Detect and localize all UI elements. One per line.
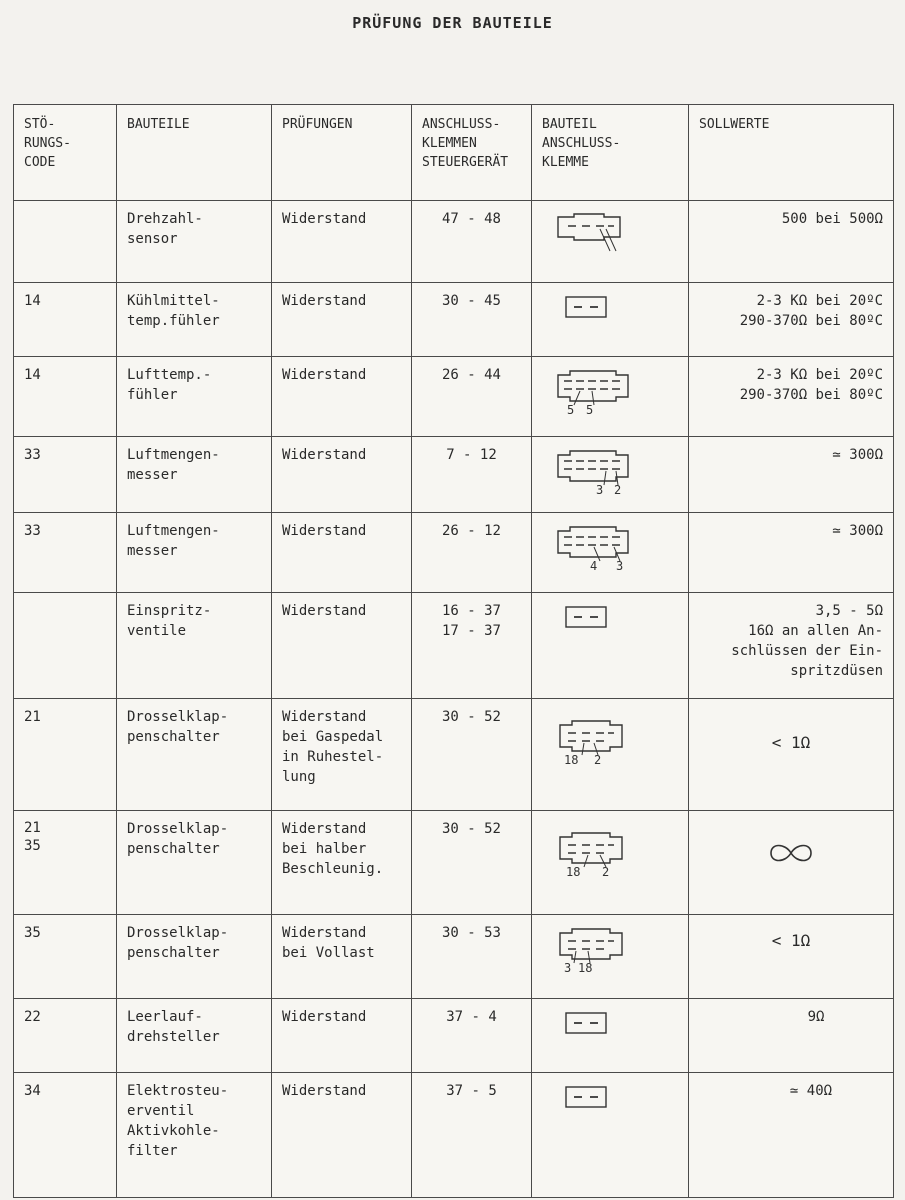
row-terminals: 37 - 5: [412, 1073, 532, 1198]
header-connector: BAUTEIL ANSCHLUSS- KLEMME: [532, 105, 689, 201]
connector-pin-label: 3: [596, 483, 604, 497]
row-test: Widerstand: [272, 201, 412, 283]
row-setpoint: 2-3 KΩ bei 20ºC 290-370Ω bei 80ºC: [689, 283, 894, 357]
row-connector: [532, 513, 689, 593]
table-row: [14, 437, 894, 513]
row-test: Widerstand bei Vollast: [272, 915, 412, 999]
row-code: 21: [14, 699, 117, 811]
row-test: Widerstand: [272, 1073, 412, 1198]
row-terminals: 26 - 44: [412, 357, 532, 437]
row-connector: [532, 283, 689, 357]
row-code: 22: [14, 999, 117, 1073]
connector-pin-label: 18: [564, 753, 579, 767]
connector-pin-label: 2: [594, 753, 602, 767]
infinity-icon: [767, 841, 815, 865]
table-row: [14, 915, 894, 999]
connector-2pin-icon: [554, 1009, 678, 1039]
connector-pin-label: 3: [616, 559, 624, 573]
row-test: Widerstand bei Gaspedal in Ruhestel- lung: [272, 699, 412, 811]
row-code: [14, 593, 117, 699]
header-part: BAUTEILE: [117, 105, 272, 201]
table-row: [14, 201, 894, 283]
connector-multipin-icon: [554, 717, 678, 767]
connector-multipin-icon: [554, 829, 678, 879]
row-setpoint: < 1Ω: [689, 915, 894, 999]
header-terminals: ANSCHLUSS- KLEMMEN STEUERGERÄT: [412, 105, 532, 201]
connector-multipin-icon: [554, 367, 678, 417]
row-test: Widerstand bei halber Beschleunig.: [272, 811, 412, 915]
connector-pin-label: 3: [564, 961, 572, 975]
row-code: 33: [14, 513, 117, 593]
row-connector: [532, 811, 689, 915]
row-test: Widerstand: [272, 593, 412, 699]
row-code: [14, 201, 117, 283]
row-terminals: 47 - 48: [412, 201, 532, 283]
header-test: PRÜFUNGEN: [272, 105, 412, 201]
row-part: Drehzahl- sensor: [117, 201, 272, 283]
row-code: 35: [14, 915, 117, 999]
table-row: [14, 513, 894, 593]
row-part: Drosselklap- penschalter: [117, 811, 272, 915]
connector-pin-label: 2: [614, 483, 622, 497]
connector-pin-label: 5: [567, 403, 575, 417]
row-setpoint: 500 bei 500Ω: [689, 201, 894, 283]
row-connector: [532, 915, 689, 999]
row-connector: [532, 999, 689, 1073]
row-terminals: 7 - 12: [412, 437, 532, 513]
row-connector: [532, 699, 689, 811]
connector-2pin-icon: [554, 603, 678, 633]
row-terminals: 26 - 12: [412, 513, 532, 593]
row-part: Luftmengen- messer: [117, 513, 272, 593]
table-header-row: [14, 105, 894, 201]
table-row: [14, 357, 894, 437]
connector-multipin-icon: [554, 925, 678, 975]
table-row: [14, 283, 894, 357]
row-connector: [532, 593, 689, 699]
row-connector: [532, 437, 689, 513]
row-terminals: 30 - 52: [412, 811, 532, 915]
row-terminals: 30 - 52: [412, 699, 532, 811]
connector-2pin-icon: [554, 1083, 678, 1113]
table-row: [14, 999, 894, 1073]
row-part: Leerlauf- drehsteller: [117, 999, 272, 1073]
row-terminals: 30 - 53: [412, 915, 532, 999]
row-code: 34: [14, 1073, 117, 1198]
row-setpoint: ≃ 40Ω: [689, 1073, 894, 1198]
table-row: [14, 699, 894, 811]
connector-multipin-icon: [554, 523, 678, 573]
row-code: 14: [14, 283, 117, 357]
page-title: PRÜFUNG DER BAUTEILE: [352, 14, 553, 32]
row-setpoint: ≃ 300Ω: [689, 437, 894, 513]
row-part: Einspritz- ventile: [117, 593, 272, 699]
row-part: Elektrosteu- erventil Aktivkohle- filter: [117, 1073, 272, 1198]
row-connector: [532, 357, 689, 437]
component-test-table: [13, 104, 894, 1198]
row-setpoint: < 1Ω: [689, 699, 894, 811]
connector-multipin-icon: [554, 447, 678, 497]
row-terminals: 37 - 4: [412, 999, 532, 1073]
row-test: Widerstand: [272, 513, 412, 593]
connector-3pin-icon: [554, 211, 678, 255]
connector-pin-label: 18: [566, 865, 581, 879]
row-terminals: 30 - 45: [412, 283, 532, 357]
connector-pin-label: 4: [590, 559, 598, 573]
row-part: Drosselklap- penschalter: [117, 915, 272, 999]
row-part: Lufttemp.- fühler: [117, 357, 272, 437]
table-row: [14, 1073, 894, 1198]
row-connector: [532, 201, 689, 283]
table-row: [14, 811, 894, 915]
row-part: Luftmengen- messer: [117, 437, 272, 513]
row-test: Widerstand: [272, 999, 412, 1073]
header-code: STÖ- RUNGS- CODE: [14, 105, 117, 201]
row-setpoint: 2-3 KΩ bei 20ºC 290-370Ω bei 80ºC: [689, 357, 894, 437]
row-test: Widerstand: [272, 283, 412, 357]
connector-pin-label: 5: [586, 403, 594, 417]
row-code: 33: [14, 437, 117, 513]
connector-2pin-icon: [554, 293, 678, 323]
row-code: 21 35: [14, 811, 117, 915]
connector-pin-label: 2: [602, 865, 610, 879]
row-terminals: 16 - 37 17 - 37: [412, 593, 532, 699]
row-setpoint: ≃ 300Ω: [689, 513, 894, 593]
row-setpoint: [689, 811, 894, 915]
row-test: Widerstand: [272, 357, 412, 437]
row-test: Widerstand: [272, 437, 412, 513]
connector-pin-label: 18: [578, 961, 593, 975]
row-connector: [532, 1073, 689, 1198]
row-code: 14: [14, 357, 117, 437]
row-part: Kühlmittel- temp.fühler: [117, 283, 272, 357]
row-part: Drosselklap- penschalter: [117, 699, 272, 811]
row-setpoint: 9Ω: [689, 999, 894, 1073]
header-setpoint: SOLLWERTE: [689, 105, 894, 201]
row-setpoint: 3,5 - 5Ω 16Ω an allen An- schlüssen der Ein- spritzdüsen: [689, 593, 894, 699]
table-row: [14, 593, 894, 699]
